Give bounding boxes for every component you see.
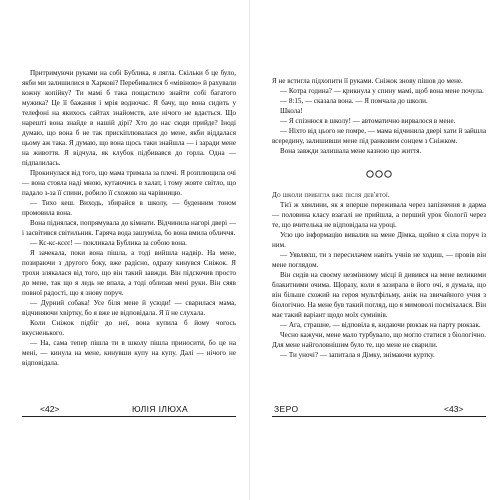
page-number: <42> (40, 404, 60, 414)
paragraph: — 8:15, — сказала вона. — Я помчала до школи. (280, 97, 428, 105)
paragraph: Вона піднялася, попрямувала до кімнати. Відчинила нагорі двері — і засвітився світильник. Гаряча вода зашуміла, бо вона вмила обличчя. (22, 219, 236, 237)
paragraph: — Я спізнюся в школу! — автоматично вирвалося в мене. (280, 117, 456, 125)
paragraph: Вона завжди залишала мене казною що життя. (280, 147, 422, 155)
page-number: <43> (444, 404, 464, 414)
running-head: ЮЛІЯ ІЛЮХА (132, 404, 189, 414)
paragraph: — Ти уночі? — запитала я Дімку, знімаючи куртку. (280, 351, 435, 359)
footer-rule (272, 416, 486, 417)
paragraph: Притримуючи руками на собі Бублика, я лягла. Скільки б це було, якби ми залишилися в Харкові? Перебивалися б «мівіною» й рахували кожну копійку? Ти мамі б така пощастило знайти собі багатого мужика? Це її бажання і мрія водночас. Я бачу, що вона сидить у телефоні на якихось сайтах знайомств, але нічого не вдається. Що нарешті вона знайде в нашій дірі? Хто до нас сюди прийде? Іноді думаю, що вона б не так прискіплювалася до мене, якби віддалася цьому аж така. Я думаю, що вона щось таки знайшла — і заради мене на живоття. Я відчула, як клубок підбивався до горла. Одна — підпалилась. (22, 69, 236, 167)
paragraph: — Тихо кеш. Виходь, збирайся в школу, — буденним тоном промовила вона. (22, 199, 236, 217)
paragraph: Я зачекала, поки вона пішла, а тоді вийшла надвір. На мене, позираючи з другого боку, вже радісно, одразу кинувся Сніжок. Я трохи злякалася від того, що він такий завжди. Він підскочив просто до мене, так що я ледь не впала, а тоді облизав мені руки. Він сяяв повної радості, що я знову поруч. (22, 249, 236, 297)
section-break-ornament (272, 170, 486, 178)
footer-rule (22, 416, 236, 417)
paragraph: Коли Сніжок підбіг до неї, вона купила б йому чогось вкусненького. (22, 319, 236, 337)
paragraph: — Ніхто від цього не помре, — мама відчинила двері хати й зайшла всередину, залишивши мене під ранковим сонцем з Сніжком. (272, 127, 486, 145)
paragraph: — Дурний собака! Усе біля мене й усюди! — сварилася мама, відчиняючи хвіртку, бо я вже не відповідала. Я її не слухала. (22, 299, 236, 317)
paragraph: Він сидів на своєму незмінному місці й дивився на мене великими блакитними очима. Щоразу, коли я зазирала в його очі, я думала, що він більше схожий на героя мультфільму, аніж на звичайного учня з біологічно. На мене був такий погляд, що я мимоволі посміхалася. Він має такий варіант щодо моїх сумнівів. (272, 271, 486, 319)
paragraph: — Котра година? — крикнула у спину мамі, щоб вона мене почула. (280, 87, 484, 95)
right-page-text (272, 76, 486, 360)
paragraph: — Ага, страшне, — відповіла я, кидаючи рюкзак на парту рюкзак. (280, 321, 481, 329)
paragraph: Прокинулася від того, що мама тримала за плечі. Я розплющила очі — вона стояла наді мною, кутаючись в халат, і тому жовте світло, що падало з-за її спини, робило її схожою на чарівницю. (22, 169, 236, 197)
paragraph: Чесно кажучи, мене мало турбувало, що могло статися з біологічно. Для мене найголовнішим було те, що мене не сварили. (272, 331, 486, 349)
section-opening (272, 190, 486, 200)
paragraph: — Уявляєш, ти з пересилачем навіть учнів не ходиш, — провів він мене поглядом. (272, 251, 486, 269)
paragraph: Я не встигла підхопити її руками. Сніжок знову пішов до мене. (272, 77, 463, 85)
left-page-text (22, 68, 236, 368)
paragraph: — На, сама тепер пішла ти в школу пішла приносити, бо це на мені, — кинула на мене, кинувши купу на купу. Далі — нічого не відповідала. (22, 339, 236, 367)
ornament-icon (366, 170, 392, 178)
running-head: ЗЕРО (274, 404, 299, 414)
paragraph: Усю цю інформацію вивалив на мене Дімка, щойно я сіла поруч із ним. (272, 231, 486, 249)
paragraph: — Кс-кс-ксєє! — покликала Бублика за собою вона. (30, 239, 187, 247)
paragraph: Тієї ж хвилини, як я вперше переживала через запізнення в дарма — половина класу взагалі не прийшла, а перший урок біології через те, що вчителька не відповідала на уроці. (272, 201, 486, 229)
paragraph: Школа! (280, 107, 303, 115)
section-first-words: До школи прибігла вже після дев'ятої. (272, 191, 390, 199)
